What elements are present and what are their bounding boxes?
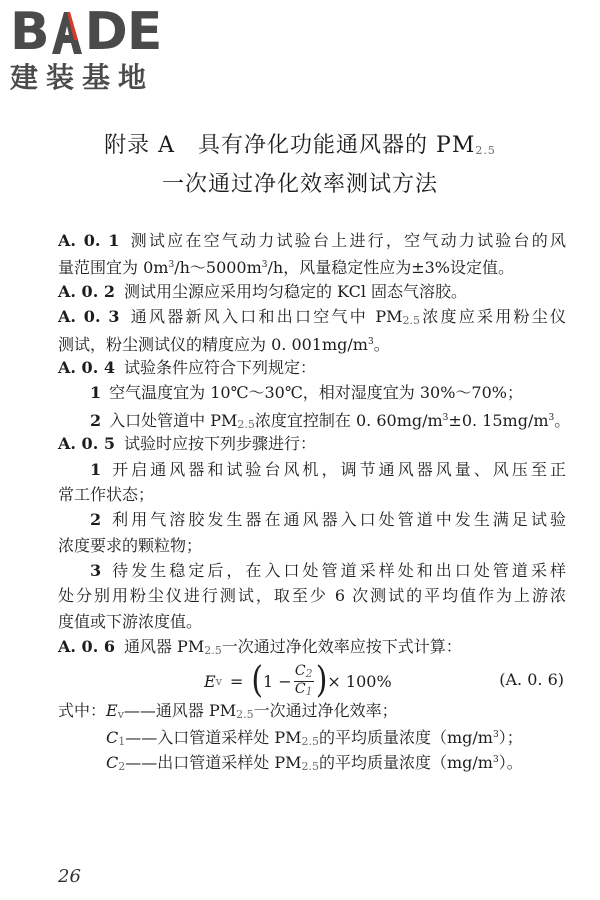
- fraction-numerator: [295, 664, 313, 681]
- formula-expression: [204, 659, 392, 702]
- text-fragment: 测试，粉尘测试仪的精度应为 0. 001mg/m: [58, 334, 368, 354]
- text-fragment: 通风器 PM: [123, 637, 205, 657]
- step-text: 利用气溶胶发生器在通风器入口处管道中发生满足试验: [109, 510, 566, 530]
- section-a04: [58, 355, 566, 380]
- text-fragment: ——出口管道采样处 PM: [125, 753, 302, 773]
- text-fragment: /h，风量稳定性应为±3%设定值。: [267, 258, 515, 278]
- step-number: 1: [90, 459, 102, 479]
- definition-c1: [58, 723, 566, 748]
- definitions-lead: 式中：: [58, 700, 107, 720]
- text-fragment: 浓度应采用粉尘仪: [419, 307, 566, 327]
- formula-equals: =: [229, 671, 244, 691]
- superscript: 3: [548, 412, 555, 423]
- efficiency-formula: [58, 659, 566, 702]
- section-text: 测试应在空气动力试验台上进行，空气动力试验台的风: [128, 231, 566, 250]
- denominator-sub: 1: [305, 684, 313, 698]
- section-a03-line-1: [58, 304, 566, 329]
- section-text: 试验条件应符合下列规定：: [123, 357, 316, 377]
- text-fragment: ——通风器 PM: [123, 700, 237, 720]
- appendix-title-line-1: [0, 128, 600, 159]
- section-a05-step-3-line-1: [58, 558, 566, 583]
- formula-paren-close: ): [315, 659, 328, 702]
- definition-c2: [58, 748, 566, 773]
- definition-ev: [58, 698, 566, 723]
- step-number: 2: [90, 510, 102, 530]
- var-symbol: C: [106, 728, 119, 748]
- section-number: A. 0. 3: [58, 307, 120, 327]
- section-a04-item-1: [58, 380, 566, 405]
- section-a05-step-1-line-2: 常工作状态；: [58, 484, 155, 504]
- item-number: 2: [90, 410, 102, 430]
- subscript: 2.5: [237, 417, 255, 431]
- section-a01-line-2: [58, 253, 566, 278]
- formula-lhs-sub: v: [215, 674, 222, 688]
- superscript: 3: [168, 260, 175, 271]
- section-a02: [58, 279, 566, 304]
- text-fragment: 的平均质量浓度（mg/m: [319, 753, 493, 773]
- var-sub: v: [117, 707, 124, 721]
- text-fragment: 。: [554, 410, 571, 430]
- title-text: 附录 A 具有净化功能通风器的 PM: [104, 133, 476, 158]
- formula-fraction: [294, 664, 314, 699]
- document-body: [58, 228, 571, 774]
- text-fragment: 量范围宜为 0m: [58, 258, 169, 278]
- superscript: 3: [492, 730, 499, 741]
- step-number: 3: [90, 561, 102, 581]
- text-fragment: 通风器新风入口和出口空气中 PM: [128, 307, 403, 327]
- denominator-symbol: C: [294, 680, 306, 697]
- section-a06: [58, 634, 566, 659]
- logo-a-shape: [50, 10, 84, 54]
- logo-chinese-text: 建装基地: [10, 61, 155, 94]
- section-a05-step-2-line-1: [58, 507, 566, 532]
- section-a04-item-2: [58, 406, 571, 431]
- subscript: 2.5: [301, 735, 319, 749]
- text-fragment: 一次通过净化效率；: [253, 700, 398, 720]
- superscript: 3: [492, 755, 499, 766]
- var-symbol: E: [106, 700, 118, 720]
- section-a05-step-2-line-2: 浓度要求的颗粒物；: [58, 535, 203, 555]
- formula-paren-open: (: [251, 659, 264, 702]
- appendix-title-line-2: 一次通过净化效率测试方法: [161, 172, 438, 197]
- logo-letter-e: E: [126, 2, 162, 62]
- text-fragment: ±0. 15mg/m: [448, 410, 549, 430]
- numerator-sub: 2: [305, 666, 313, 680]
- var-sub: 1: [118, 735, 126, 749]
- section-a05-step-3-line-2: 处分别用粉尘仪进行测试，取至少 6 次测试的平均值作为上游浓: [58, 586, 566, 606]
- title-sub: 2.5: [475, 144, 496, 157]
- section-number: A. 0. 4: [58, 357, 115, 377]
- item-text: 空气温度宜为 10℃～30℃，相对湿度宜为 30%～70%；: [109, 383, 523, 403]
- text-fragment: ——入口管道采样处 PM: [125, 728, 302, 748]
- subscript: 2.5: [301, 760, 319, 774]
- var-symbol: C: [106, 753, 119, 773]
- formula-times: × 100%: [327, 671, 392, 691]
- text-fragment: 。: [373, 334, 390, 354]
- logo-letter-d: D: [84, 2, 127, 62]
- subscript: 2.5: [402, 314, 420, 328]
- logo-letter-b: B: [10, 2, 49, 62]
- superscript: 3: [367, 336, 374, 347]
- text-fragment: ）；: [498, 728, 523, 748]
- variable-definitions: [58, 698, 566, 774]
- var-sub: 2: [118, 760, 126, 774]
- subscript: 2.5: [204, 644, 222, 658]
- text-fragment: /h～5000m: [174, 258, 262, 278]
- bade-logo: [10, 2, 180, 94]
- section-number: A. 0. 6: [58, 637, 115, 657]
- superscript: 3: [261, 260, 268, 271]
- section-number: A. 0. 1: [58, 231, 120, 250]
- logo-letter-a: [50, 10, 84, 54]
- subscript: 2.5: [236, 707, 254, 721]
- superscript: 3: [442, 412, 449, 423]
- text-fragment: ）。: [498, 753, 523, 773]
- formula-one-minus: 1 −: [263, 671, 292, 691]
- section-a05-step-1-line-1: [58, 457, 566, 482]
- step-text: 开启通风器和试验台风机，调节通风器风量、风压至正: [109, 459, 566, 479]
- formula-label: (A. 0. 6): [499, 669, 564, 689]
- text-fragment: 的平均质量浓度（mg/m: [319, 728, 493, 748]
- section-text: 测试用尘源应采用均匀稳定的 KCl 固态气溶胶。: [123, 281, 468, 301]
- fraction-denominator: [295, 682, 313, 699]
- text-fragment: 浓度宜控制在 0. 60mg/m: [254, 410, 443, 430]
- formula-lhs: E: [204, 671, 216, 691]
- section-number: A. 0. 5: [58, 434, 115, 454]
- text-fragment: 入口处管道中 PM: [109, 410, 238, 430]
- section-a05-step-3-line-3: 度值或下游浓度值。: [58, 611, 203, 631]
- numerator-symbol: C: [294, 662, 306, 679]
- page-number: 26: [58, 866, 81, 887]
- section-text: 试验时应按下列步骤进行：: [123, 434, 316, 454]
- text-fragment: 一次通过净化效率应按下式计算：: [221, 637, 462, 657]
- item-number: 1: [90, 383, 102, 403]
- section-a03-line-2: [58, 330, 566, 355]
- section-a01-line-1: [58, 228, 566, 253]
- section-number: A. 0. 2: [58, 281, 115, 301]
- step-text: 待发生稳定后，在入口处管道采样处和出口处管道采样: [109, 561, 566, 581]
- section-a05: [58, 431, 566, 456]
- logo-wordmark: [10, 2, 180, 62]
